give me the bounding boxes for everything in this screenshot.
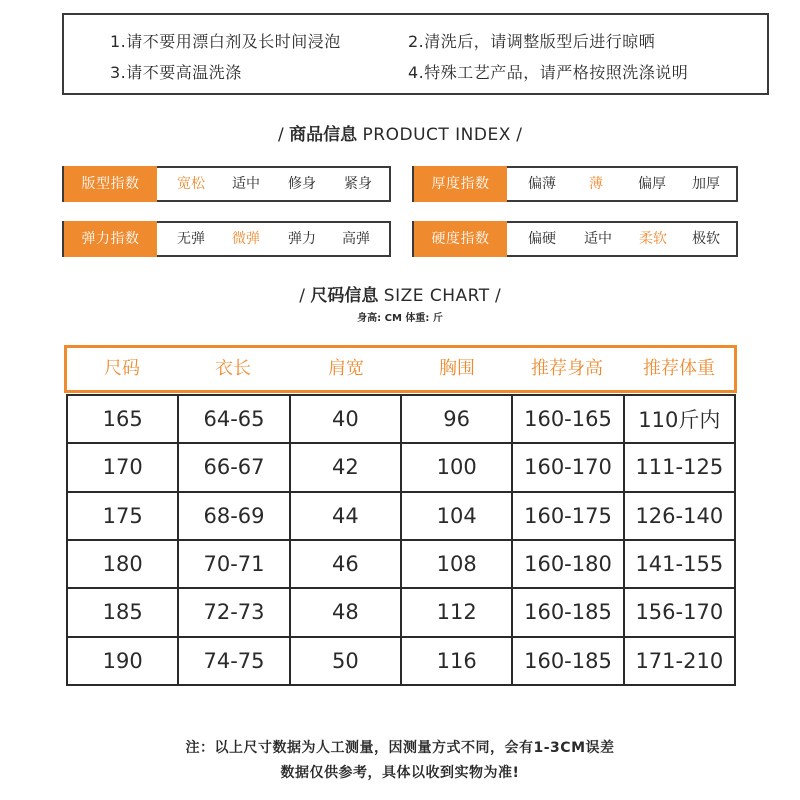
table-cell: 110斤内 <box>624 395 735 443</box>
index-option: 适中 <box>584 231 612 247</box>
size-unit-note: 身高: CM 体重: 斤 <box>357 313 443 324</box>
index-option: 无弹 <box>177 231 205 247</box>
table-cell: 156-170 <box>624 588 735 636</box>
index-row-hardness <box>412 221 738 257</box>
index-row-fit <box>62 166 391 202</box>
index-option: 加厚 <box>692 176 720 192</box>
table-cell: 175 <box>67 492 178 540</box>
table-cell: 96 <box>401 395 512 443</box>
index-label: 厚度指数 <box>414 166 507 202</box>
care-item-1: 1.请不要用漂白剂及长时间浸泡 <box>110 32 341 51</box>
column-header: 胸围 <box>439 358 475 379</box>
column-header: 推荐体重 <box>643 358 715 379</box>
table-cell: 44 <box>290 492 401 540</box>
table-cell: 165 <box>67 395 178 443</box>
index-label: 硬度指数 <box>414 221 507 257</box>
footnote-line-2: 数据仅供参考，具体以收到实物为准! <box>280 765 520 781</box>
table-cell: 170 <box>67 443 178 491</box>
table-cell: 116 <box>401 637 512 685</box>
table-row <box>67 395 735 443</box>
table-cell: 66-67 <box>178 443 289 491</box>
index-option: 偏薄 <box>528 176 556 192</box>
care-item-3: 3.请不要高温洗涤 <box>110 63 242 82</box>
index-option: 宽松 <box>177 176 205 192</box>
column-header: 肩宽 <box>328 358 364 379</box>
table-cell: 160-170 <box>512 443 623 491</box>
size-chart-title-zh: 尺码信息 <box>310 286 379 306</box>
table-cell: 46 <box>290 540 401 588</box>
table-cell: 185 <box>67 588 178 636</box>
table-cell: 160-185 <box>512 588 623 636</box>
table-row <box>67 637 735 685</box>
table-cell: 74-75 <box>178 637 289 685</box>
table-row <box>67 588 735 636</box>
table-cell: 72-73 <box>178 588 289 636</box>
table-cell: 160-185 <box>512 637 623 685</box>
index-label: 版型指数 <box>64 166 157 202</box>
index-option: 微弹 <box>232 231 260 247</box>
table-cell: 180 <box>67 540 178 588</box>
table-cell: 68-69 <box>178 492 289 540</box>
column-header: 衣长 <box>215 358 251 379</box>
product-index-title-en: PRODUCT INDEX <box>362 125 511 145</box>
care-item-4: 4.特殊工艺产品，请严格按照洗涤说明 <box>408 63 689 82</box>
table-cell: 160-180 <box>512 540 623 588</box>
size-chart-title-en: SIZE CHART <box>383 286 490 306</box>
index-row-thickness <box>412 166 738 202</box>
table-cell: 190 <box>67 637 178 685</box>
table-cell: 171-210 <box>624 637 735 685</box>
index-row-elasticity <box>62 221 391 257</box>
table-cell: 126-140 <box>624 492 735 540</box>
table-row <box>67 443 735 491</box>
index-option: 弹力 <box>288 231 316 247</box>
table-cell: 48 <box>290 588 401 636</box>
column-header: 尺码 <box>104 358 140 379</box>
table-cell: 108 <box>401 540 512 588</box>
index-option: 柔软 <box>639 231 667 247</box>
table-cell: 64-65 <box>178 395 289 443</box>
table-cell: 141-155 <box>624 540 735 588</box>
index-option: 极软 <box>692 231 720 247</box>
table-row <box>67 492 735 540</box>
table-row <box>67 540 735 588</box>
index-option: 适中 <box>232 176 260 192</box>
index-option: 薄 <box>589 176 603 192</box>
table-cell: 100 <box>401 443 512 491</box>
index-option: 紧身 <box>344 176 372 192</box>
product-index-title-zh: 商品信息 <box>289 125 358 145</box>
size-chart-title: / 尺码信息 SIZE CHART / <box>299 286 501 306</box>
index-option: 偏厚 <box>638 176 666 192</box>
care-item-2: 2.清洗后，请调整版型后进行晾晒 <box>408 32 656 51</box>
table-cell: 104 <box>401 492 512 540</box>
table-cell: 42 <box>290 443 401 491</box>
table-cell: 111-125 <box>624 443 735 491</box>
table-cell: 160-165 <box>512 395 623 443</box>
product-index-title: / 商品信息 PRODUCT INDEX / <box>277 125 523 145</box>
size-table-header <box>64 345 737 393</box>
column-header: 推荐身高 <box>531 358 603 379</box>
index-option: 高弹 <box>342 231 370 247</box>
table-cell: 112 <box>401 588 512 636</box>
index-label: 弹力指数 <box>64 221 157 257</box>
table-cell: 40 <box>290 395 401 443</box>
table-cell: 70-71 <box>178 540 289 588</box>
index-option: 修身 <box>288 176 316 192</box>
care-instructions-box <box>62 13 769 95</box>
footnote-line-1: 注：以上尺寸数据为人工测量，因测量方式不同，会有1-3CM误差 <box>185 740 615 756</box>
table-cell: 160-175 <box>512 492 623 540</box>
size-table <box>66 394 736 686</box>
table-cell: 50 <box>290 637 401 685</box>
index-option: 偏硬 <box>528 231 556 247</box>
